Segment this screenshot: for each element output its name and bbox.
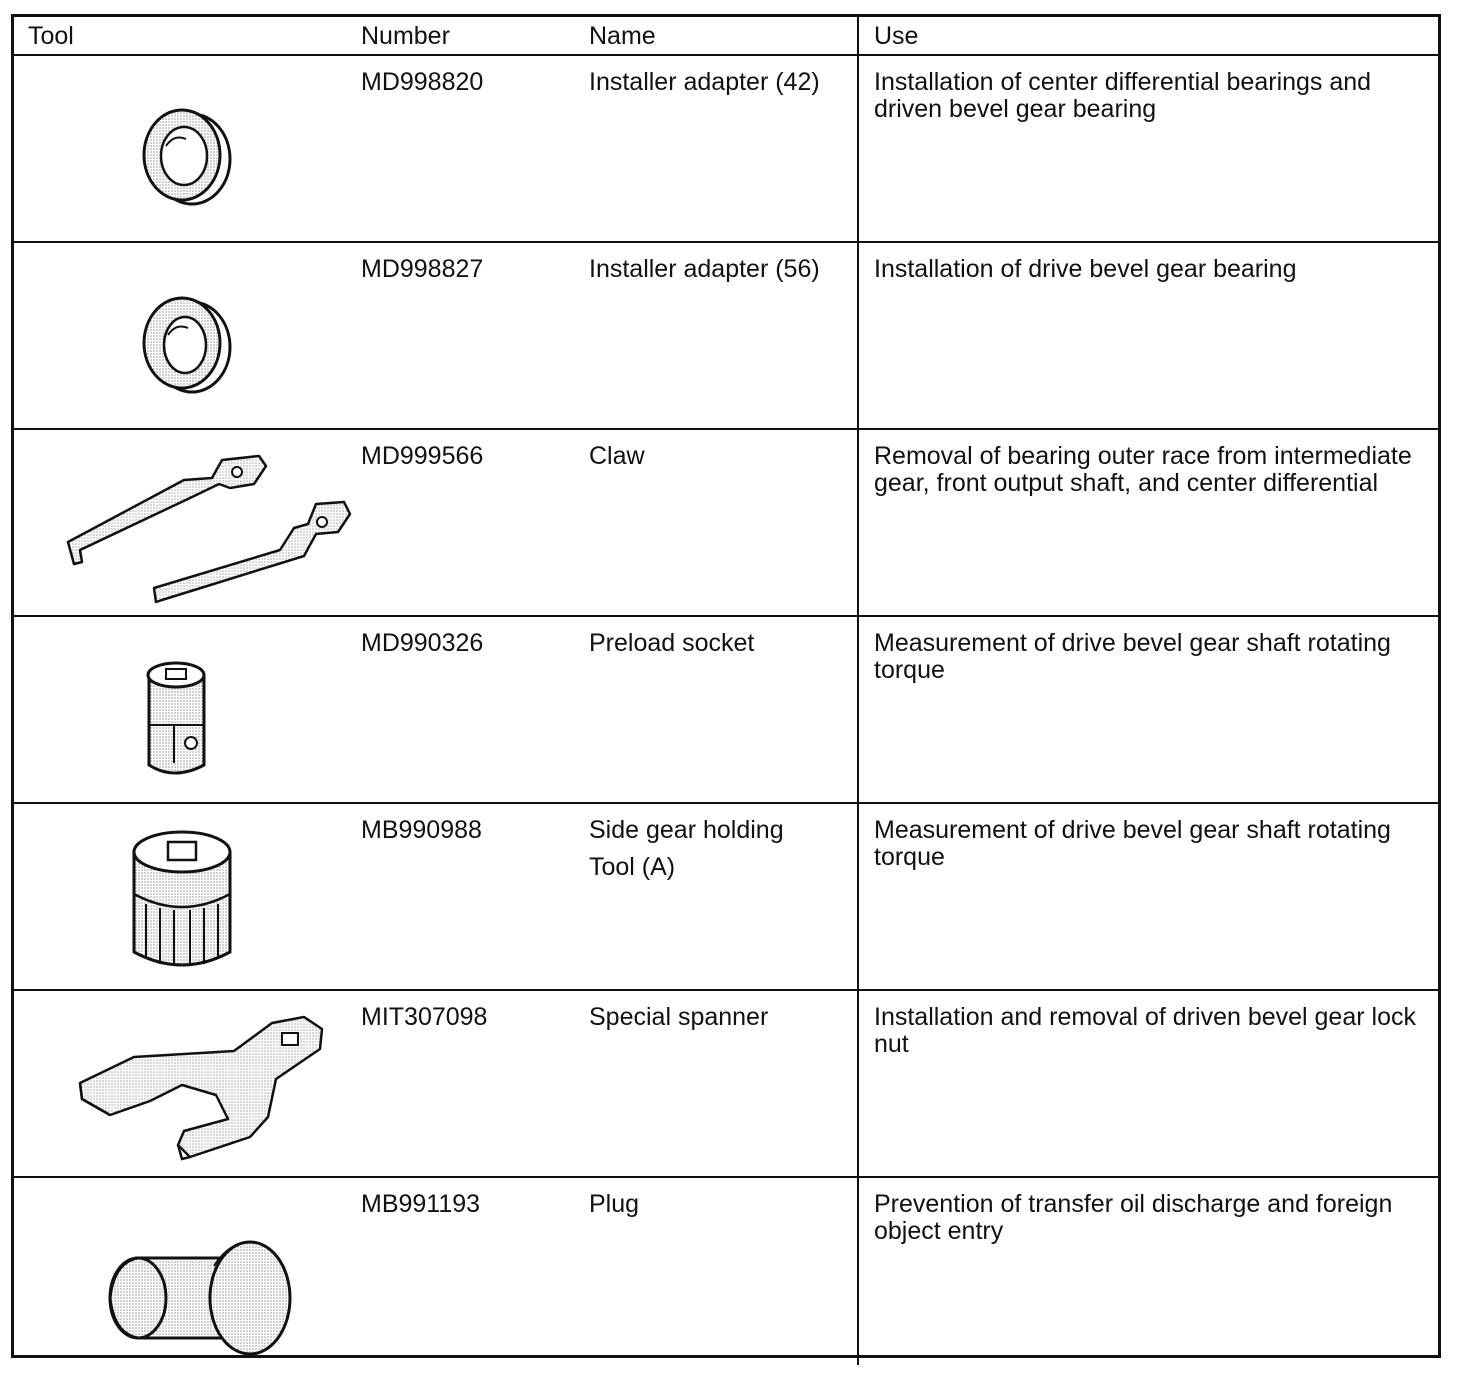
table-row — [14, 430, 1438, 617]
tool-name: Plug — [589, 1190, 640, 1218]
tool-name: Preload socket — [589, 629, 755, 657]
tool-use: Measurement of drive bevel gear shaft rotating torque — [874, 816, 1391, 871]
table-row — [14, 1178, 1438, 1365]
table-row — [14, 617, 1438, 804]
tool-use: Removal of bearing outer race from intermediate gear, front output shaft, and center differential — [874, 442, 1412, 497]
tool-number: MD998827 — [361, 255, 484, 283]
tool-use: Prevention of transfer oil discharge and foreign object entry — [874, 1190, 1393, 1245]
spanner-icon — [54, 999, 354, 1171]
column-divider — [857, 1178, 859, 1365]
tool-number: MB991193 — [361, 1190, 481, 1218]
tool-use: Installation of center differential bearings and driven bevel gear bearing — [874, 68, 1372, 123]
tool-number: MD990326 — [361, 629, 484, 657]
column-divider — [857, 430, 859, 615]
tool-number: MIT307098 — [361, 1003, 488, 1031]
tool-name-line: Tool (A) — [589, 853, 676, 881]
socket-icon — [54, 625, 354, 797]
column-divider — [857, 243, 859, 428]
ring-adapter-icon — [54, 64, 354, 236]
column-divider — [857, 617, 859, 802]
tool-name-line: Side gear holding — [589, 816, 784, 844]
table-row — [14, 56, 1438, 243]
tool-name: Special spanner — [589, 1003, 769, 1031]
plug-icon — [54, 1186, 354, 1358]
tool-name: Installer adapter (56) — [589, 255, 820, 283]
tool-use: Installation of drive bevel gear bearing — [874, 255, 1297, 283]
tool-number: MD999566 — [361, 442, 484, 470]
tool-use: Measurement of drive bevel gear shaft rotating torque — [874, 629, 1391, 684]
header-use: Use — [874, 22, 919, 50]
ring-adapter-icon — [54, 251, 354, 423]
tool-name: Claw — [589, 442, 645, 470]
holding-tool-icon — [54, 812, 354, 984]
header-tool: Tool — [28, 22, 74, 50]
tool-number: MD998820 — [361, 68, 484, 96]
tool-number: MB990988 — [361, 816, 482, 844]
special-tools-table — [11, 14, 1441, 1358]
header-number: Number — [361, 22, 450, 50]
column-divider — [857, 17, 859, 54]
table-header-row — [14, 17, 1438, 56]
claw-icon — [54, 438, 354, 610]
column-divider — [857, 56, 859, 241]
tool-use: Installation and removal of driven bevel gear lock nut — [874, 1003, 1416, 1058]
table-row — [14, 804, 1438, 991]
column-divider — [857, 991, 859, 1176]
table-row — [14, 243, 1438, 430]
header-name: Name — [589, 22, 656, 50]
tool-name — [589, 812, 784, 886]
column-divider — [857, 804, 859, 989]
table-row — [14, 991, 1438, 1178]
tool-name: Installer adapter (42) — [589, 68, 820, 96]
